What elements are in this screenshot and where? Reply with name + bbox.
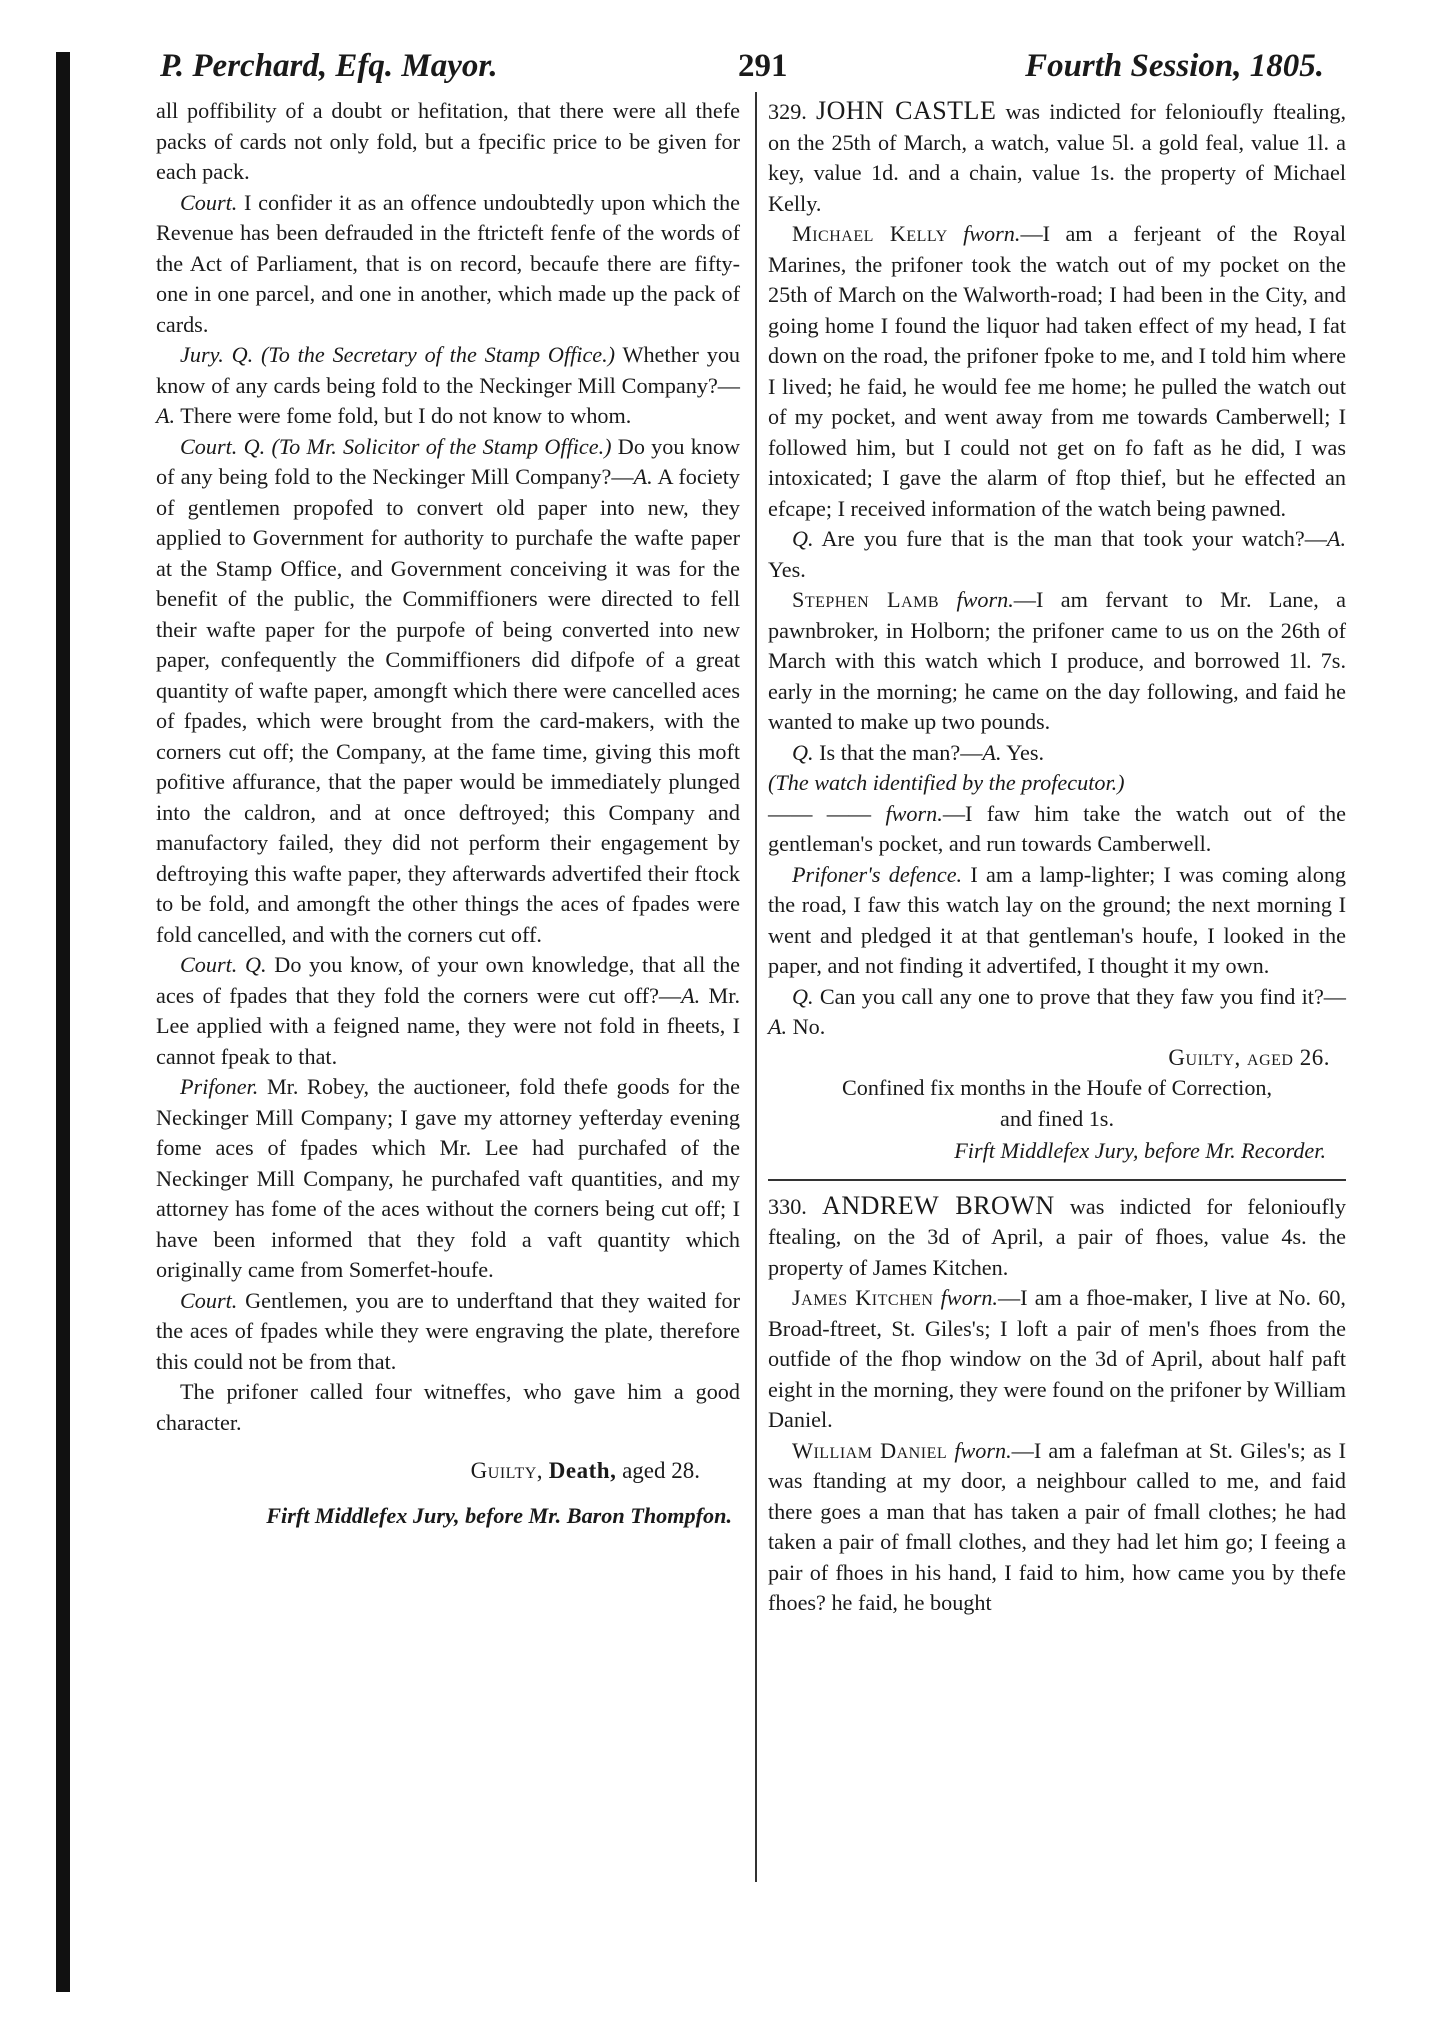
verdict-death: Death, <box>548 1458 617 1483</box>
witness-name: William Daniel <box>792 1437 948 1463</box>
verdict-age: aged 28. <box>622 1458 700 1483</box>
speaker-label: Court. <box>180 952 238 977</box>
question-marker: Q. <box>243 433 266 459</box>
defence-label: Prifoner's defence. <box>792 861 963 887</box>
answer-marker: A. <box>681 982 701 1008</box>
paragraph: The prifoner called four witneffes, who gave him a good character. <box>156 1379 740 1435</box>
witness-name: James Kitchen <box>792 1285 934 1310</box>
defence-text: I am a lamp-lighter; I was coming along the road, I faw this watch lay on the ground; the next morning I went and pledged it at that gentleman's houfe, I looked in the paper, and not finding it advertifed, I thought it my own. <box>768 861 1347 978</box>
sworn-label: fworn. <box>954 1437 1012 1463</box>
jury-line: Firft Middlefex Jury, before Mr. Baron Thompfon. <box>266 1502 732 1528</box>
question-text: Is that the man?— <box>819 739 983 765</box>
witness-kelly <box>768 219 1346 524</box>
stage-note: (To the Secretary of the Stamp Office.) <box>261 342 616 367</box>
answer-marker: A. <box>982 739 1002 765</box>
sworn-label: fworn. <box>885 800 943 826</box>
question-paragraph <box>768 738 1346 769</box>
page-binding-edge <box>56 52 70 1992</box>
speaker-label: Court. <box>180 189 238 215</box>
witness-name: Michael Kelly <box>792 221 948 246</box>
answer-text: Yes. <box>1006 739 1045 765</box>
question-text: Do you know, of your own knowledge, that all the aces of fpades that they fold the corners were cut off?— <box>156 952 741 1008</box>
answer-marker: A. <box>768 1014 788 1039</box>
paragraph: all poffibility of a doubt or hefitation, that there were all thefe packs of cards not only fold, but a fpecific price to be given for each pack. <box>156 98 740 184</box>
paragraph-prisoner <box>156 1072 740 1286</box>
page-number: 291 <box>738 48 788 84</box>
testimony-text: —I faw him take the watch out of the gentleman's pocket, and run towards Camberwell. <box>768 800 1346 856</box>
defendant-name: JOHN CASTLE <box>816 96 997 125</box>
question-text: Do you know of any being fold to the Neckinger Mill Company?— <box>156 433 741 489</box>
testimony-text: —I am a fhoe-maker, I live at No. 60, Broad-ftreet, St. Giles's; I loft a pair of men's fhoes from the outfide of the fhop window on the 3d of April, about half paft eight in the morning, they were found on the prifoner by William Daniel. <box>768 1285 1346 1432</box>
answer-marker: A. <box>1326 526 1346 551</box>
header-session: Fourth Session, 1805. <box>1025 48 1324 84</box>
sworn-label: fworn. <box>963 221 1021 246</box>
testimony-text: —I am a falefman at St. Giles's; as I was ftanding at my door, a neighbour called to me, and faid there goes a man that has taken a pair of fmall clothes; he had taken a pair of fmall clothes, and they had let him go; I feeing a pair of fhoes in his hand, I faid to him, how came you by thefe fhoes? he faid, he bought <box>768 1437 1347 1615</box>
paragraph-court <box>156 950 740 1072</box>
witness-name: Stephen Lamb <box>792 587 940 612</box>
column-divider <box>755 92 757 1882</box>
sworn-label: fworn. <box>956 587 1014 612</box>
case-heading-330 <box>768 1191 1346 1284</box>
question-paragraph <box>768 982 1346 1043</box>
sentence-line: and fined 1s. <box>1000 1105 1114 1131</box>
stage-note: (To Mr. Solicitor of the Stamp Office.) <box>271 433 612 459</box>
speaker-label: Court. <box>180 1287 238 1313</box>
paragraph-jury <box>156 340 740 432</box>
answer-marker: A. <box>633 464 653 489</box>
case-number: 329. <box>768 99 807 124</box>
question-text: Can you call any one to prove that they faw you find it?— <box>819 983 1346 1009</box>
paragraph-court <box>156 1286 740 1378</box>
witness-kitchen <box>768 1283 1346 1436</box>
speaker-label: Jury. <box>180 342 224 367</box>
jury-line: Firft Middlefex Jury, before Mr. Recorder. <box>954 1138 1326 1163</box>
question-marker: Q. <box>792 526 814 551</box>
question-marker: Q. <box>231 342 254 367</box>
testimony-text: —I am a ferjeant of the Royal Marines, the prifoner took the watch out of my pocket on the 25th of March on the Walworth-road; I had been in the City, and going home I found the liquor had taken effect of my head, I fat down on the road, the prifoner fpoke to me, and I told him where I lived; he faid, he would fee me home; he pulled the watch out of my pocket, and went away from me towards Camberwell; I followed him, but I could not get on fo faft as he did, I was intoxicated; I gave the alarm of ftop thief, but he effected an efcape; I received information of the watch being pawned. <box>768 221 1346 521</box>
question-text: Are you fure that is the man that took your watch?— <box>821 526 1327 551</box>
answer-text: There were fome fold, but I do not know to whom. <box>180 403 632 428</box>
defendant-name: ANDREW BROWN <box>822 1190 1055 1220</box>
speaker-label: Prifoner. <box>180 1074 259 1099</box>
indictment-text: was indicted for felonioufly ftealing, on the 25th of March, a watch, value 5l. a gold feal, value 1l. a key, value 1d. and a chain, value 1s. the property of Michael Kelly. <box>768 99 1347 216</box>
question-marker: Q. <box>792 739 814 765</box>
witness-anonymous <box>768 799 1346 860</box>
left-column <box>156 96 740 1531</box>
answer-text: Yes. <box>768 556 806 582</box>
running-header <box>0 48 1433 98</box>
answer-marker: A. <box>156 403 176 428</box>
paragraph-court <box>156 188 740 341</box>
witness-lamb <box>768 585 1346 738</box>
defence-paragraph <box>768 860 1346 982</box>
sworn-label: fworn. <box>940 1285 998 1310</box>
answer-text: No. <box>792 1014 826 1039</box>
paragraph-text: I confider it as an offence undoubtedly upon which the Revenue has been defrauded in the ftricteft fenfe of the words of the Act of Parliament, that is on record, becaufe there are fifty-one in one parcel, and one in another, which made up the pack of cards. <box>156 189 740 337</box>
answer-text: A fociety of gentlemen propofed to convert old paper into new, they applied to Government for authority to purchafe the wafte paper at the Stamp Office, and Government conceiving it was for the benefit of the public, the Commiffioners were directed to fell their wafte paper for the purpofe of being converted into new paper, confequently the Commiffioners did difpofe of a great quantity of wafte paper, amongft which there were cancelled aces of fpades, which were brought from the card-makers, with the corners cut off; the Company, at the fame time, giving this moft pofitive affurance, that the paper would be immediately plunged into the caldron, and at once deftroyed; this Company and manufactory failed, they did not perform their engagement by deftroying this wafte paper, they afterwards advertifed their ftock to be fold, and amongft the other things the aces of fpades were fold cancelled, and with the corners cut off. <box>156 464 740 947</box>
question-marker: Q. <box>792 983 814 1009</box>
header-mayor: P. Perchard, Efq. Mayor. <box>160 48 498 84</box>
question-text: Whether you know of any cards being fold to the Neckinger Mill Company?— <box>156 342 741 398</box>
sentence-line: Confined fix months in the Houfe of Correction, <box>841 1075 1273 1100</box>
name-dash: —— —— <box>768 800 872 826</box>
stage-note: (The watch identified by the profecutor.) <box>768 770 1125 795</box>
answer-text: Mr. Lee applied with a feigned name, they were not fold in fheets, I cannot fpeak to that. <box>156 982 740 1069</box>
paragraph-court <box>156 432 740 951</box>
question-marker: Q. <box>245 952 267 977</box>
case-separator <box>768 1179 1346 1181</box>
verdict: Guilty, aged 26. <box>1168 1044 1330 1070</box>
indictment-text: was indicted for felonioufly ftealing, on the 3d of April, a pair of fhoes, value 4s. the property of James Kitchen. <box>768 1193 1347 1280</box>
verdict <box>156 1456 740 1487</box>
right-column <box>768 96 1346 1619</box>
case-number: 330. <box>768 1193 807 1219</box>
verdict-guilty: Guilty, <box>470 1458 544 1483</box>
paragraph-text: Mr. Robey, the auctioneer, fold thefe goods for the Neckinger Mill Company; I gave my attorney yefterday evening fome aces of fpades which Mr. Lee had purchafed of the Neckinger Mill Company, he purchafed vaft quantities, and my attorney has fome of the aces without the corners being cut off; I have been informed that they fold a vaft quantity which originally came from Somerfet-houfe. <box>156 1074 740 1282</box>
testimony-text: —I am fervant to Mr. Lane, a pawnbroker, in Holborn; the prifoner came to us on the 26th of March with this watch which I produce, and borrowed 1l. 7s. early in the morning; he came on the day following, and faid he wanted to make up two pounds. <box>768 587 1346 734</box>
speaker-label: Court. <box>180 433 238 459</box>
paragraph-text: Gentlemen, you are to underftand that they waited for the aces of fpades while they were engraving the plate, therefore this could not be from that. <box>156 1287 740 1374</box>
witness-daniel <box>768 1436 1346 1619</box>
case-heading-329 <box>768 96 1346 219</box>
question-paragraph <box>768 524 1346 585</box>
